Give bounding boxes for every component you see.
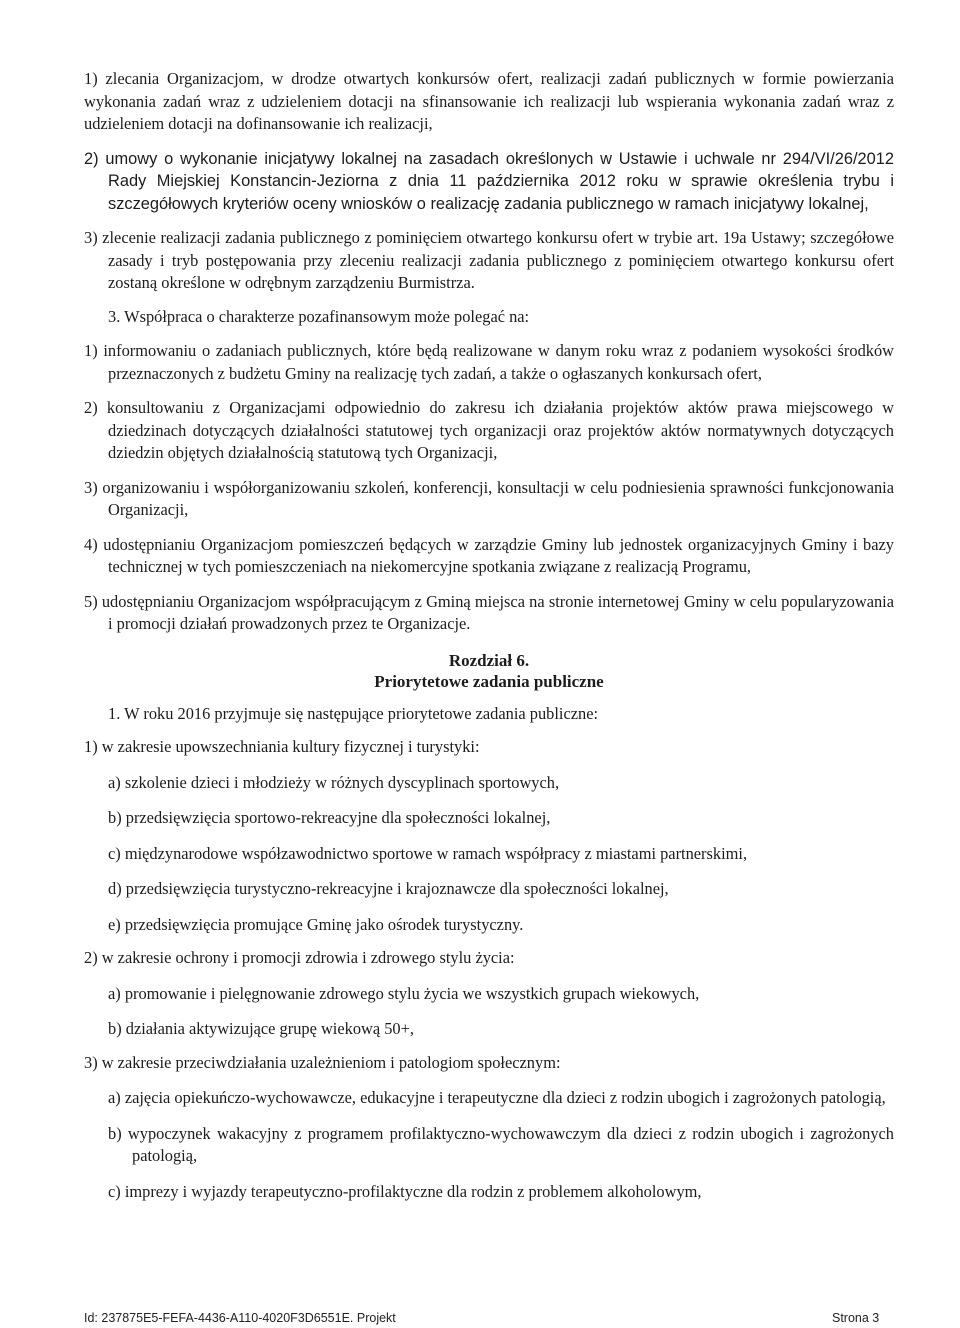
chapter-title: Priorytetowe zadania publiczne <box>374 671 604 691</box>
paragraph-1: 1) zlecania Organizacjom, w drodze otwartych konkursów ofert, realizacji zadań publicznych w formie powierzania wykonania zadań wraz z udzieleniem dotacji na sfinansowanie ich realizacji lub wspierania wykonania zadań wraz z udzieleniem dotacji na dofinansowanie ich realizacji, <box>84 69 894 133</box>
area-1-item-b: b) przedsięwzięcia sportowo-rekreacyjne dla społeczności lokalnej, <box>108 808 551 827</box>
area-3-item-c: c) imprezy i wyjazdy terapeutyczno-profilaktyczne dla rodzin z problemem alkoholowym, <box>108 1181 702 1201</box>
paragraph-2: 2) umowy o wykonanie inicjatywy lokalnej na zasadach określonych w Ustawie i uchwale nr 294/VI/26/2012 Rady Miejskiej Konstancin-Jeziorna z dnia 11 października 2012 roku w sprawie określenia trybu i szczegółowych kryteriów oceny wniosków o realizację zadania publicznego w ramach inicjatywy lokalnej, <box>84 149 894 213</box>
priority-intro: 1. W roku 2016 przyjmuje się następujące priorytetowe zadania publiczne: <box>108 703 599 723</box>
area-2: 2) w zakresie ochrony i promocji zdrowia i zdrowego stylu życia: <box>84 948 515 967</box>
area-1-item-e: e) przedsięwzięcia promujące Gminę jako ośrodek turystyczny. <box>108 914 524 934</box>
document-body <box>84 68 894 1203</box>
chapter-heading <box>84 650 894 692</box>
footer-document-id: Id: 237875E5-FEFA-4436-A110-4020F3D6551E. Projekt <box>84 1311 396 1325</box>
area-1-item-d: d) przedsięwzięcia turystyczno-rekreacyjne i krajoznawcze dla społeczności lokalnej, <box>108 879 669 898</box>
paragraph-3: 3) zlecenie realizacji zadania publicznego z pominięciem otwartego konkursu ofert w trybie art. 19a Ustawy; szczegółowe zasady i tryb postępowania przy zleceniu realizacji zadania publicznego z pominięciem otwartego konkursu ofert zostaną określone w odrębnym zarządzeniu Burmistrza. <box>84 228 894 292</box>
area-3: 3) w zakresie przeciwdziałania uzależnieniom i patologiom społecznym: <box>84 1052 561 1072</box>
list-item-5: 5) udostępnianiu Organizacjom współpracującym z Gminą miejsca na stronie internetowej Gminy w celu popularyzowania i promocji działań prowadzonych przez te Organizacje. <box>84 591 894 633</box>
list-item-4: 4) udostępnianiu Organizacjom pomieszczeń będących w zarządzie Gminy lub jednostek organizacyjnych Gminy i bazy technicznej w tych pomieszczeniach na niekomercyjne spotkania związane z realizacją Programu, <box>84 534 894 576</box>
area-3-item-b: b) wypoczynek wakacyjny z programem profilaktyczno-wychowawczym dla dzieci z rodzin ubogich i zagrożonych patologią, <box>108 1123 894 1165</box>
section-3-heading: 3. Współpraca o charakterze pozafinansowym może polegać na: <box>108 306 530 326</box>
area-1: 1) w zakresie upowszechniania kultury fizycznej i turystyki: <box>84 737 480 756</box>
list-item-3: 3) organizowaniu i współorganizowaniu szkoleń, konferencji, konsultacji w celu podniesienia sprawności funkcjonowania Organizacji, <box>84 477 894 519</box>
area-1-item-c: c) międzynarodowe współzawodnictwo sportowe w ramach współpracy z miastami partnerskimi, <box>108 843 748 863</box>
footer-page-number: Strona 3 <box>832 1311 880 1325</box>
list-item-2: 2) konsultowaniu z Organizacjami odpowiednio do zakresu ich działania projektów aktów prawa miejscowego w dziedzinach dotyczących działalności statutowej tych organizacji oraz projektów aktów normatywnych dotyczących dziedzin objętych działalnością statutową tych Organizacji, <box>84 398 894 462</box>
area-2-item-a: a) promowanie i pielęgnowanie zdrowego stylu życia we wszystkich grupach wiekowych, <box>108 983 700 1003</box>
area-3-item-a: a) zajęcia opiekuńczo-wychowawcze, edukacyjne i terapeutyczne dla dzieci z rodzin ubogich i zagrożonych patologią, <box>108 1088 886 1107</box>
area-1-item-a: a) szkolenie dzieci i młodzieży w różnych dyscyplinach sportowych, <box>108 772 560 792</box>
area-2-item-b: b) działania aktywizujące grupę wiekową 50+, <box>108 1019 414 1038</box>
list-item-1: 1) informowaniu o zadaniach publicznych, które będą realizowane w danym roku wraz z podaniem wysokości środków przeznaczonych z budżetu Gminy na realizację tych zadań, a także o ogłaszanych konkursach ofert, <box>84 341 894 383</box>
chapter-number: Rozdział 6. <box>448 650 530 670</box>
